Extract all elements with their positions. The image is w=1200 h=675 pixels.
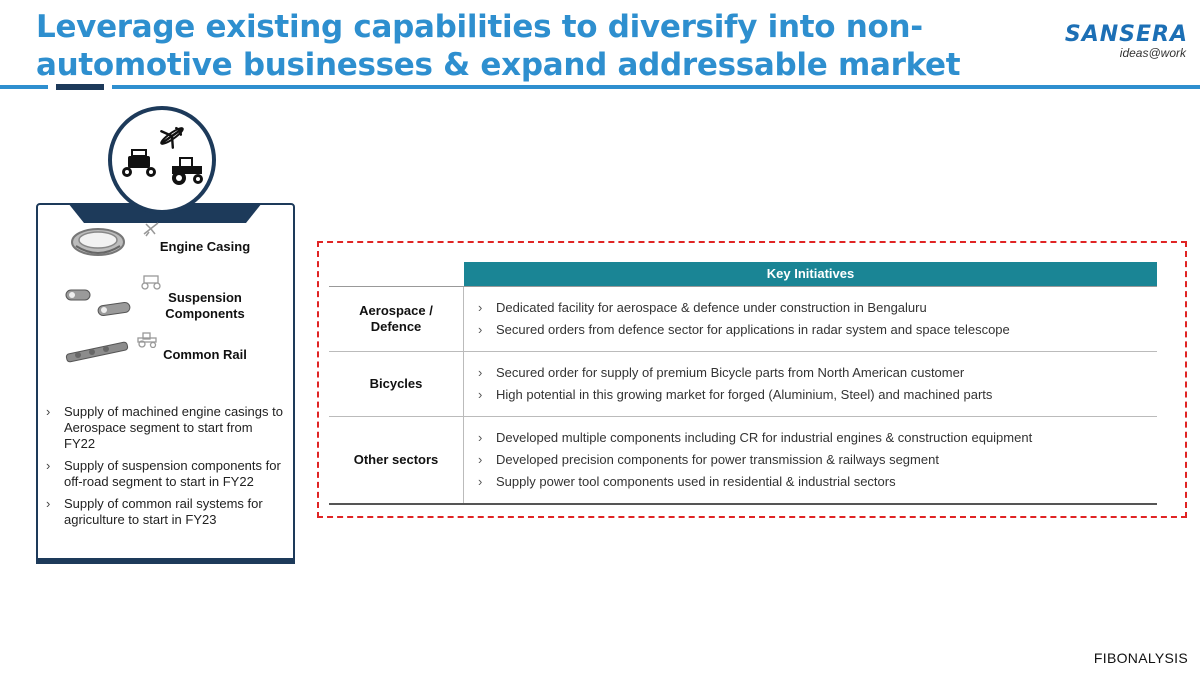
product-label-common-rail: Common Rail (163, 347, 247, 362)
list-item: › Developed multiple components including CR for industrial engines & construction equipment (478, 427, 1147, 449)
header-rule (0, 85, 1200, 89)
list-item: › Supply of suspension components for off-road segment to start in FY22 (46, 458, 286, 490)
segment-icons-circle (108, 106, 216, 214)
atv-icon (140, 272, 162, 290)
list-item: › Dedicated facility for aerospace & defence under construction in Bengaluru (478, 297, 1147, 319)
table-row (329, 287, 1157, 352)
list-item: › Secured order for supply of premium Bicycle parts from North American customer (478, 362, 1147, 384)
airplane-icon (142, 220, 160, 238)
header-rule-accent (56, 84, 104, 90)
slide-title-line-1: Leverage existing capabilities to diversify into non- (36, 9, 923, 45)
airplane-icon (156, 120, 189, 151)
list-item: › High potential in this growing market for forged (Aluminium, Steel) and machined parts (478, 384, 1147, 406)
product-label-engine-casing: Engine Casing (159, 239, 251, 254)
tractor-icon (136, 332, 158, 348)
slide-title-line-2: automotive businesses & expand addressable market (36, 47, 961, 83)
row-items (464, 352, 1157, 416)
initiatives-table (329, 286, 1157, 505)
slide-title (36, 8, 996, 84)
header-rule-gap (48, 84, 56, 90)
row-label-aerospace-defence (329, 287, 464, 351)
panel-bullet-list (46, 404, 286, 534)
common-rail-image (64, 338, 130, 366)
key-initiatives-header: Key Initiatives (464, 262, 1157, 286)
footer-watermark: FIBONALYSIS (1093, 650, 1188, 666)
product-label-line-1: Suspension (168, 290, 242, 305)
segment-icons (112, 110, 212, 210)
logo-tagline: ideas@work (1119, 46, 1186, 60)
table-row (329, 417, 1157, 503)
tractor-icon (172, 158, 203, 185)
row-label-other-sectors: Other sectors (329, 417, 464, 503)
header-rule-gap (104, 84, 112, 90)
company-logo (1018, 24, 1188, 60)
list-item: › Supply power tool components used in residential & industrial sectors (478, 471, 1147, 493)
table-row (329, 352, 1157, 417)
product-panel-base (36, 558, 295, 564)
list-item: › Supply of machined engine casings to Aerospace segment to start from FY22 (46, 404, 286, 452)
list-item: › Supply of common rail systems for agriculture to start in FY23 (46, 496, 286, 528)
row-items (464, 417, 1157, 503)
row-label-line-2: Defence (370, 319, 422, 334)
logo-name: SANSERA (1064, 22, 1188, 47)
list-item: › Developed precision components for power transmission & railways segment (478, 449, 1147, 471)
product-label-suspension-components (150, 290, 260, 322)
atv-icon (122, 150, 156, 177)
row-label-line-1: Aerospace / (359, 303, 433, 318)
product-label-line-2: Components (165, 306, 245, 321)
list-item: › Secured orders from defence sector for applications in radar system and space telescope (478, 319, 1147, 341)
engine-casing-image (70, 226, 126, 258)
suspension-components-image (64, 286, 134, 322)
row-label-bicycles: Bicycles (329, 352, 464, 416)
row-items (464, 287, 1157, 351)
